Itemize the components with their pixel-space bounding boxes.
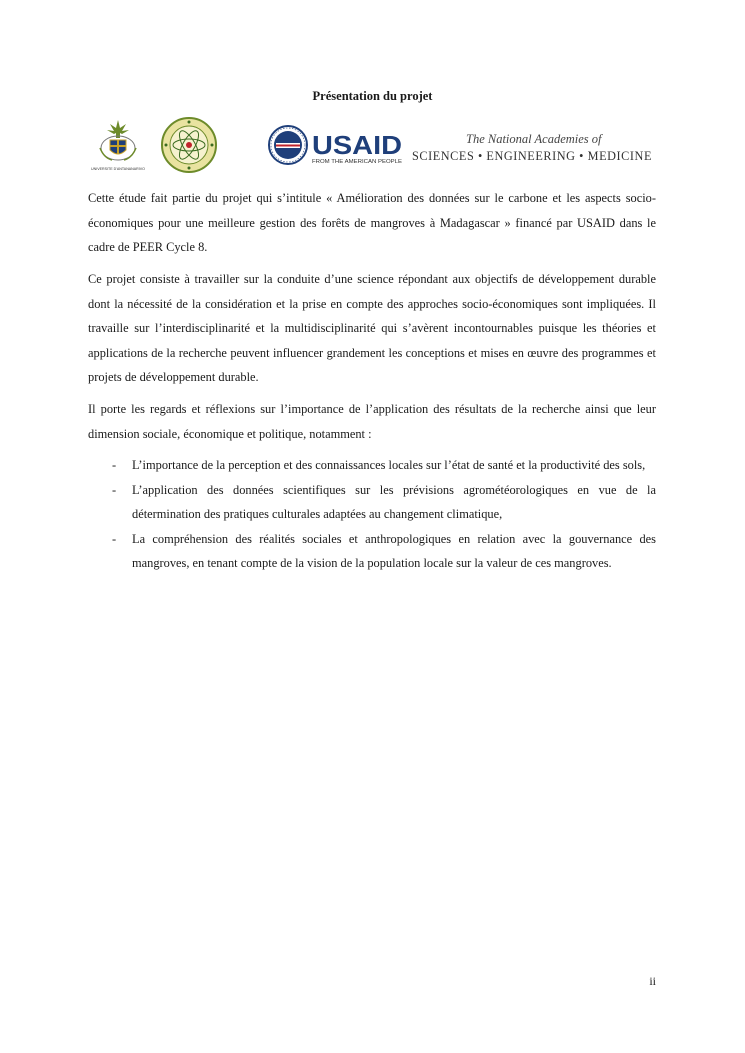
page-title: Présentation du projet xyxy=(312,89,433,103)
paragraph-2: Ce projet consiste à travailler sur la conduite d’une science répondant aux objectifs de développement durable dont la nécessité de la considération et la prise en compte des approches socio-économiques sont impliquées. Il travaille sur l’interdisciplinarité et la multidisciplinarité qui s’avèrent incontournables puisque les théories et applications de la recherche peuvent influencer grandement les conceptions et mises en œuvre des programmes et projets de développement durable. xyxy=(88,272,656,384)
logos-row xyxy=(0,112,745,172)
university-crest-logo xyxy=(91,118,145,172)
page-number: ii xyxy=(649,974,656,988)
nas-line2: SCIENCES • ENGINEERING • MEDICINE xyxy=(412,148,652,163)
national-academies-logo xyxy=(410,132,655,166)
bullet-text: La compréhension des réalités sociales et anthropologiques en relation avec la gouvernance des mangroves, en tenant compte de la vision de la population locale sur la valeur de ces mangroves. xyxy=(132,531,656,570)
list-item xyxy=(88,478,656,527)
nas-line1: The National Academies of xyxy=(466,132,602,146)
usaid-name: USAID xyxy=(312,130,402,160)
bullet-dash: - xyxy=(112,458,117,472)
science-seal-logo xyxy=(160,116,218,174)
usaid-logo xyxy=(268,124,408,166)
list-item xyxy=(88,527,656,576)
bullet-text: L’importance de la perception et des connaissances locales sur l’état de santé et la productivité des sols, xyxy=(132,458,646,472)
usaid-tagline: FROM THE AMERICAN PEOPLE xyxy=(312,159,403,165)
university-caption: UNIVERSITE D'ANTANANARIVO xyxy=(91,167,145,171)
paragraph-3: Il porte les regards et réflexions sur l’importance de l’application des résultats de la recherche ainsi que leur dimension sociale, économique et politique, notamment : xyxy=(88,402,656,441)
paragraph-1: Cette étude fait partie du projet qui s’intitule « Amélioration des données sur le carbone et les aspects socio-économiques pour une meilleure gestion des forêts de mangroves à Madagascar » financé par USAID dans le cadre de PEER Cycle 8. xyxy=(88,191,656,254)
bullet-text: L’application des données scientifiques sur les prévisions agrométéorologiques en vue de la détermination des pratiques culturales adaptées au changement climatique, xyxy=(132,482,656,521)
bullet-dash: - xyxy=(112,531,117,546)
bullet-dash: - xyxy=(112,482,117,497)
list-item xyxy=(88,453,656,478)
bullet-list xyxy=(88,453,656,576)
